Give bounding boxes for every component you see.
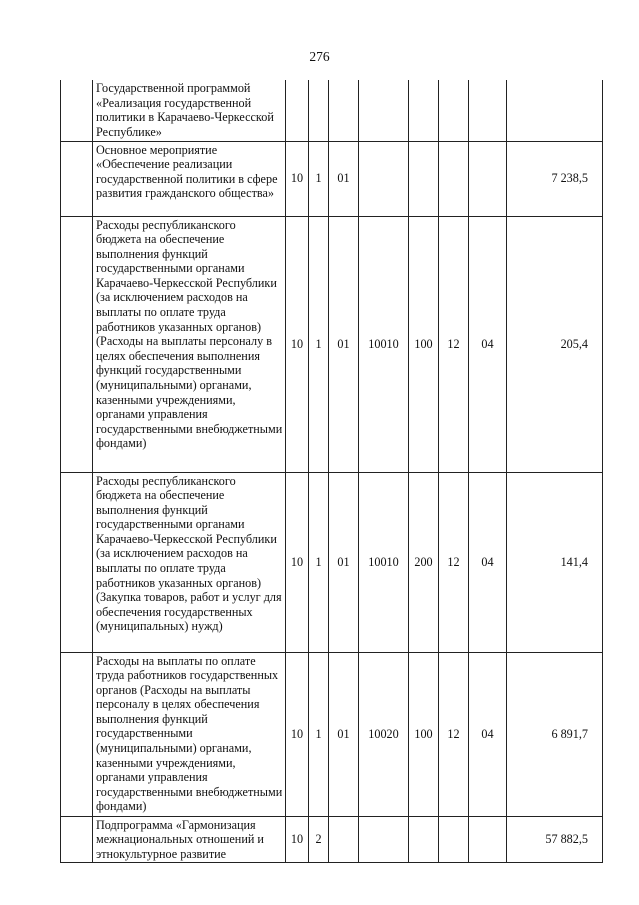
code-cell: 12 [439,652,469,816]
page-number: 276 [309,49,330,64]
code-cell [439,141,469,216]
empty-cell [61,652,93,816]
code-cell [286,80,309,141]
code-cell: 10010 [359,472,409,652]
table-row [61,816,603,862]
code-cell [439,816,469,862]
code-cell: 10 [286,141,309,216]
amount-cell: 57 882,5 [507,816,603,862]
amount-cell: 7 238,5 [507,141,603,216]
empty-cell [61,816,93,862]
code-cell [309,80,329,141]
code-cell: 04 [469,652,507,816]
code-cell: 10 [286,816,309,862]
code-cell: 200 [409,472,439,652]
code-cell: 10 [286,216,309,472]
budget-table [60,80,603,863]
table-row [61,80,603,141]
amount-cell: 6 891,7 [507,652,603,816]
code-cell: 04 [469,472,507,652]
amount-cell: 205,4 [507,216,603,472]
code-cell [359,816,409,862]
code-cell: 01 [329,472,359,652]
code-cell: 1 [309,652,329,816]
empty-cell [61,216,93,472]
code-cell [409,80,439,141]
code-cell: 1 [309,216,329,472]
code-cell [409,141,439,216]
code-cell [359,80,409,141]
code-cell: 12 [439,216,469,472]
table-row [61,141,603,216]
code-cell [469,80,507,141]
code-cell [409,816,439,862]
code-cell: 100 [409,652,439,816]
empty-cell [61,472,93,652]
code-cell: 10 [286,472,309,652]
code-cell: 12 [439,472,469,652]
code-cell: 1 [309,141,329,216]
row-description: Расходы на выплаты по оплате труда работников государственных органов (Расходы на выплаты персоналу в целях обеспечения выполнения функций государственными (муниципальными) органами, казенными учреждениями, органами управления государственными внебюджетными фондами) [93,652,286,816]
code-cell: 2 [309,816,329,862]
code-cell [469,816,507,862]
table-row [61,652,603,816]
code-cell [329,80,359,141]
code-cell [469,141,507,216]
amount-cell [507,80,603,141]
row-description: Расходы республиканского бюджета на обеспечение выполнения функций государственными органами Карачаево-Черкесской Республики (за исключением расходов на выплаты по оплате труда работников указанных органов) (Расходы на выплаты персоналу в целях обеспечения выполнения функций государственными (муниципальными) органами, казенными учреждениями, органами управления государственными внебюджетными фондами) [93,216,286,472]
amount-cell: 141,4 [507,472,603,652]
code-cell: 01 [329,652,359,816]
code-cell [439,80,469,141]
code-cell: 10010 [359,216,409,472]
code-cell: 01 [329,216,359,472]
row-description: Основное мероприятие «Обеспечение реализации государственной политики в сфере развития гражданского общества» [93,141,286,216]
table-row [61,216,603,472]
table-row [61,472,603,652]
empty-cell [61,80,93,141]
code-cell: 100 [409,216,439,472]
row-description: Государственной программой «Реализация государственной политики в Карачаево-Черкесской Республике» [93,80,286,141]
code-cell [359,141,409,216]
code-cell: 1 [309,472,329,652]
row-description: Расходы республиканского бюджета на обеспечение выполнения функций государственными органами Карачаево-Черкесской Республики (за исключением расходов на выплаты по оплате труда работников указанных органов) (Закупка товаров, работ и услуг для обеспечения государственных (муниципальных) нужд) [93,472,286,652]
empty-cell [61,141,93,216]
code-cell: 01 [329,141,359,216]
code-cell: 10 [286,652,309,816]
code-cell: 10020 [359,652,409,816]
code-cell [329,816,359,862]
code-cell: 04 [469,216,507,472]
row-description: Подпрограмма «Гармонизация межнациональных отношений и этнокультурное развитие [93,816,286,862]
